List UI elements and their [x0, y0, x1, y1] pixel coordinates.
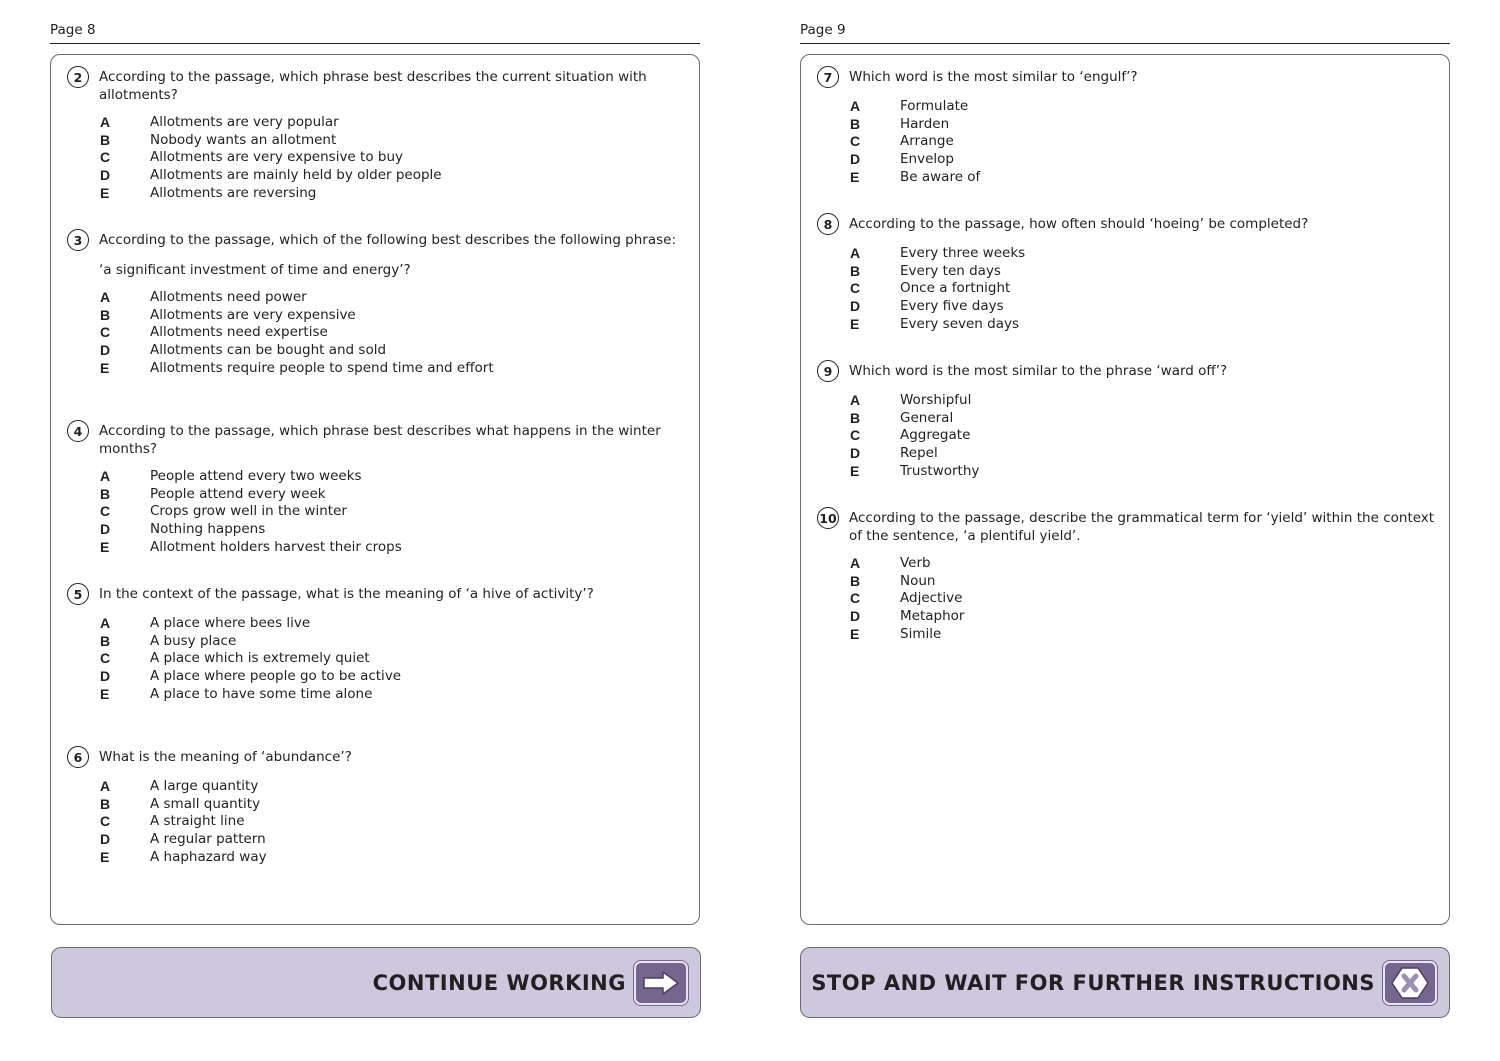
- question-number-badge: 8: [817, 213, 839, 235]
- answer-option[interactable]: B Noun: [850, 572, 936, 589]
- answer-option[interactable]: C Crops grow well in the winter: [100, 503, 347, 520]
- questions-panel-right: [800, 54, 1450, 925]
- answer-option[interactable]: B Nobody wants an allotment: [100, 131, 337, 148]
- page-number-left: Page 8: [50, 22, 96, 38]
- answer-option[interactable]: C A place which is extremely quiet: [100, 650, 370, 667]
- answer-options: [817, 392, 1437, 480]
- question-text: According to the passage, describe the grammatical term for ‘yield’ within the context of the sentence, ‘a plentiful yield’.: [849, 510, 1435, 544]
- answer-option[interactable]: D A place where people go to be active: [100, 668, 402, 685]
- continue-working-bar: [51, 947, 701, 1018]
- question-text: Which word is the most similar to ‘engulf’?: [849, 69, 1138, 85]
- answer-option[interactable]: B Allotments are very expensive: [100, 306, 356, 323]
- answer-option[interactable]: E Every seven days: [850, 315, 1020, 332]
- answer-option[interactable]: A Allotments are very popular: [100, 114, 339, 130]
- answer-option[interactable]: E A haphazard way: [100, 848, 267, 865]
- question-number-badge: 5: [67, 583, 89, 605]
- answer-options: [817, 245, 1437, 333]
- question-6: [67, 748, 687, 866]
- header-divider-right: [800, 43, 1450, 44]
- answer-option[interactable]: E Trustworthy: [850, 462, 980, 479]
- arrow-right-icon: [634, 961, 688, 1005]
- answer-option[interactable]: D Every five days: [850, 298, 1004, 315]
- answer-option[interactable]: B Every ten days: [850, 262, 1001, 279]
- answer-options: [817, 98, 1437, 186]
- answer-option[interactable]: A Every three weeks: [850, 245, 1026, 261]
- answer-options: [817, 555, 1437, 643]
- question-text: According to the passage, which phrase best describes what happens in the winter months?: [99, 423, 661, 457]
- question-text: Which word is the most similar to the phrase ‘ward off’?: [849, 363, 1228, 379]
- answer-option[interactable]: B General: [850, 409, 954, 426]
- answer-option[interactable]: A Worshipful: [850, 392, 972, 408]
- footer-label: CONTINUE WORKING: [372, 970, 626, 995]
- answer-option[interactable]: D Allotments are mainly held by older people: [100, 167, 442, 184]
- question-7: [817, 68, 1437, 186]
- answer-option[interactable]: C Allotments need expertise: [100, 324, 328, 341]
- answer-option[interactable]: A Allotments need power: [100, 289, 307, 305]
- answer-option[interactable]: C Arrange: [850, 133, 954, 150]
- question-number-badge: 3: [67, 229, 89, 251]
- answer-option[interactable]: E A place to have some time alone: [100, 685, 373, 702]
- answer-options: [67, 778, 687, 866]
- question-3: [67, 231, 687, 377]
- question-number-badge: 9: [817, 360, 839, 382]
- stop-cross-icon: [1383, 961, 1437, 1005]
- answer-option[interactable]: C Aggregate: [850, 427, 971, 444]
- answer-option[interactable]: B A small quantity: [100, 795, 261, 812]
- answer-option[interactable]: D Envelop: [850, 151, 954, 168]
- answer-option[interactable]: A Formulate: [850, 98, 969, 114]
- answer-option[interactable]: D Allotments can be bought and sold: [100, 342, 387, 359]
- answer-option[interactable]: A Verb: [850, 555, 931, 571]
- question-number-badge: 7: [817, 66, 839, 88]
- question-text: In the context of the passage, what is the meaning of ‘a hive of activity’?: [99, 586, 594, 602]
- question-number-badge: 10: [817, 507, 839, 529]
- question-10: [817, 509, 1437, 643]
- answer-options: [67, 289, 687, 377]
- answer-option[interactable]: E Simile: [850, 625, 942, 642]
- question-5: [67, 585, 687, 703]
- question-text: According to the passage, which of the following best describes the following phrase:: [99, 232, 677, 248]
- question-4: [67, 422, 687, 556]
- answer-option[interactable]: C Allotments are very expensive to buy: [100, 149, 403, 166]
- quoted-phrase: ‘a significant investment of time and energy’?: [99, 262, 411, 278]
- question-8: [817, 215, 1437, 333]
- answer-option[interactable]: E Allotments require people to spend time and effort: [100, 359, 494, 376]
- answer-options: [67, 468, 687, 556]
- answer-option[interactable]: B A busy place: [100, 632, 237, 649]
- answer-option[interactable]: C Adjective: [850, 590, 963, 607]
- question-number-badge: 4: [67, 420, 89, 442]
- stop-and-wait-bar: [800, 947, 1450, 1018]
- answer-option[interactable]: B People attend every week: [100, 485, 326, 502]
- answer-option[interactable]: E Allotments are reversing: [100, 184, 317, 201]
- question-number-badge: 6: [67, 746, 89, 768]
- answer-option[interactable]: D A regular pattern: [100, 831, 266, 848]
- question-number-badge: 2: [67, 66, 89, 88]
- answer-option[interactable]: A A place where bees live: [100, 615, 311, 631]
- question-text: According to the passage, how often should ‘hoeing’ be completed?: [849, 216, 1309, 232]
- question-text: What is the meaning of ‘abundance’?: [99, 749, 352, 765]
- answer-option[interactable]: D Metaphor: [850, 608, 965, 625]
- header-divider-left: [50, 43, 700, 44]
- answer-options: [67, 615, 687, 703]
- question-text: According to the passage, which phrase best describes the current situation with allotments?: [99, 69, 647, 103]
- page-number-right: Page 9: [800, 22, 846, 38]
- answer-option[interactable]: B Harden: [850, 115, 950, 132]
- answer-option[interactable]: E Allotment holders harvest their crops: [100, 538, 402, 555]
- answer-option[interactable]: E Be aware of: [850, 168, 981, 185]
- footer-label: STOP AND WAIT FOR FURTHER INSTRUCTIONS: [811, 970, 1375, 995]
- answer-option[interactable]: C A straight line: [100, 813, 245, 830]
- answer-options: [67, 114, 687, 202]
- question-9: [817, 362, 1437, 480]
- answer-option[interactable]: A People attend every two weeks: [100, 468, 362, 484]
- answer-option[interactable]: C Once a fortnight: [850, 280, 1011, 297]
- question-2: [67, 68, 687, 202]
- answer-option[interactable]: D Nothing happens: [100, 521, 266, 538]
- questions-panel-left: [50, 54, 700, 925]
- answer-option[interactable]: D Repel: [850, 445, 938, 462]
- answer-option[interactable]: A A large quantity: [100, 778, 259, 794]
